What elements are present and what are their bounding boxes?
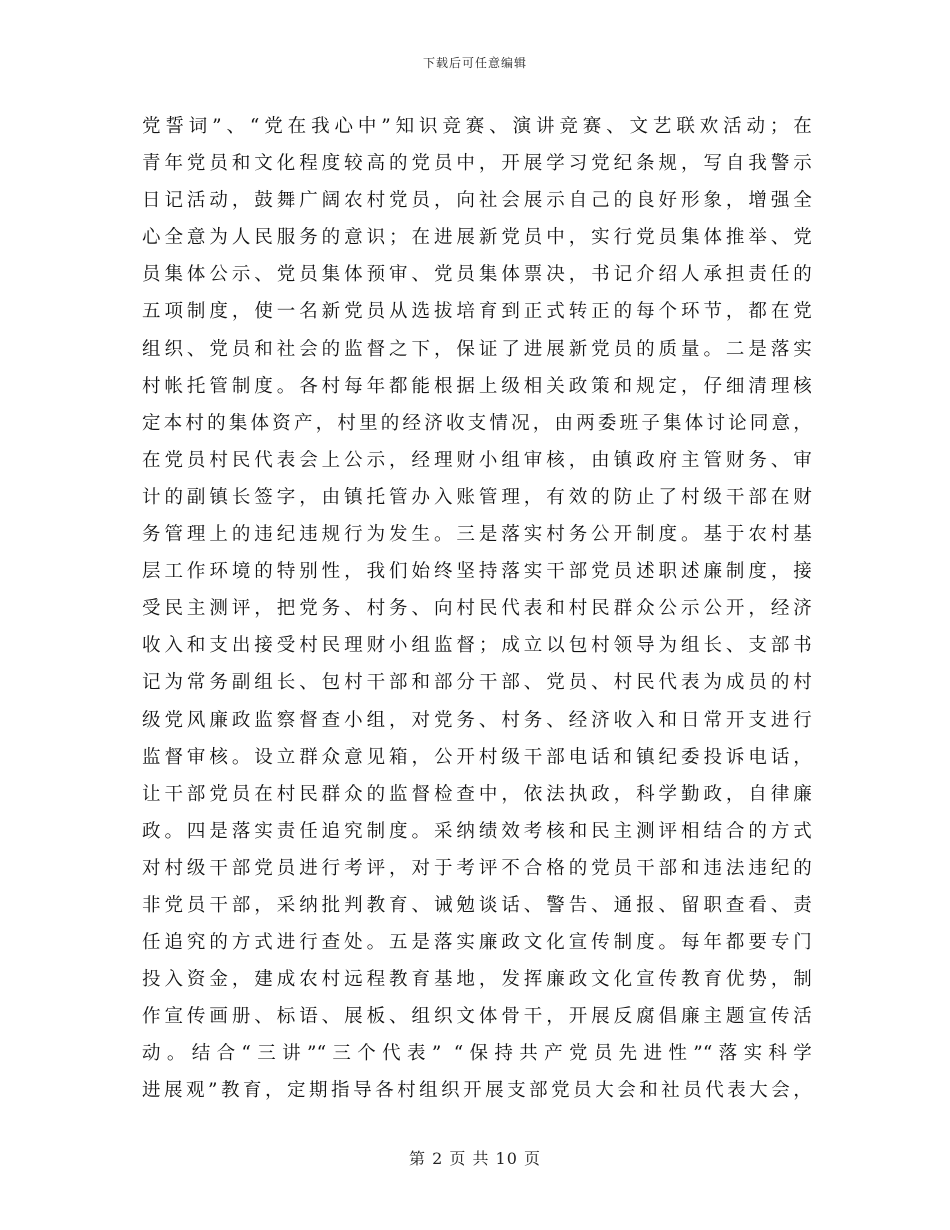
- page-footer: [0, 1146, 950, 1169]
- text-line: 非党员干部，采纳批判教育、诫勉谈话、警告、通报、留职查看、责: [142, 894, 812, 916]
- text-line: 政。四是落实责任追究制度。采纳绩效考核和民主测评相结合的方式: [142, 820, 812, 842]
- page-number-label: 第 2 页 共 10 页: [409, 1149, 541, 1168]
- text-line: 进展观”教育，定期指导各村组织开展支部党员大会和社员代表大会，: [142, 1080, 812, 1102]
- text-line: 记为常务副组长、包村干部和部分干部、党员、村民代表为成员的村: [142, 672, 812, 694]
- header-note: 下载后可任意编辑: [422, 56, 527, 70]
- text-line: 组织、党员和社会的监督之下，保证了进展新党员的质量。二是落实: [142, 338, 812, 360]
- text-line: 动。结合“三讲”“三个代表” “保持共产党员先进性”“落实科学: [142, 1043, 812, 1065]
- text-line: 日记活动，鼓舞广阔农村党员，向社会展示自己的良好形象，增强全: [142, 190, 812, 212]
- text-line: 计的副镇长签字，由镇托管办入账管理，有效的防止了村级干部在财: [142, 486, 812, 508]
- text-line: 心全意为人民服务的意识；在进展新党员中，实行党员集体推举、党: [142, 227, 812, 249]
- text-line: 收入和支出接受村民理财小组监督；成立以包村领导为组长、支部书: [142, 635, 812, 657]
- text-line: 五项制度，使一名新党员从选拔培育到正式转正的每个环节，都在党: [142, 301, 812, 323]
- text-line: 监督审核。设立群众意见箱，公开村级干部电话和镇纪委投诉电话，: [142, 746, 812, 768]
- text-line: 村帐托管制度。各村每年都能根据上级相关政策和规定，仔细清理核: [142, 375, 812, 397]
- text-line: 层工作环境的特别性，我们始终坚持落实干部党员述职述廉制度，接: [142, 561, 812, 583]
- text-line: 在党员村民代表会上公示，经理财小组审核，由镇政府主管财务、审: [142, 449, 812, 471]
- text-line: 作宣传画册、标语、展板、组织文体骨干，开展反腐倡廉主题宣传活: [142, 1006, 812, 1028]
- text-line: 党誓词”、“党在我心中”知识竞赛、演讲竞赛、文艺联欢活动；在: [142, 116, 812, 137]
- text-line: 受民主测评，把党务、村务、向村民代表和村民群众公示公开，经济: [142, 598, 812, 620]
- body-text: [142, 108, 812, 1110]
- text-line: 青年党员和文化程度较高的党员中，开展学习党纪条规，写自我警示: [142, 153, 812, 175]
- text-line: 级党风廉政监察督查小组，对党务、村务、经济收入和日常开支进行: [142, 709, 812, 731]
- page-header: [0, 54, 950, 71]
- text-line: 员集体公示、党员集体预审、党员集体票决，书记介绍人承担责任的: [142, 264, 812, 286]
- text-line: 任追究的方式进行查处。五是落实廉政文化宣传制度。每年都要专门: [142, 932, 812, 954]
- text-line: 务管理上的违纪违规行为发生。三是落实村务公开制度。基于农村基: [142, 524, 812, 546]
- text-line: 让干部党员在村民群众的监督检查中，依法执政，科学勤政，自律廉: [142, 783, 812, 805]
- text-line: 投入资金，建成农村远程教育基地，发挥廉政文化宣传教育优势，制: [142, 969, 812, 991]
- text-line: 对村级干部党员进行考评，对于考评不合格的党员干部和违法违纪的: [142, 857, 812, 879]
- text-line: 定本村的集体资产，村里的经济收支情况，由两委班子集体讨论同意，: [142, 412, 812, 434]
